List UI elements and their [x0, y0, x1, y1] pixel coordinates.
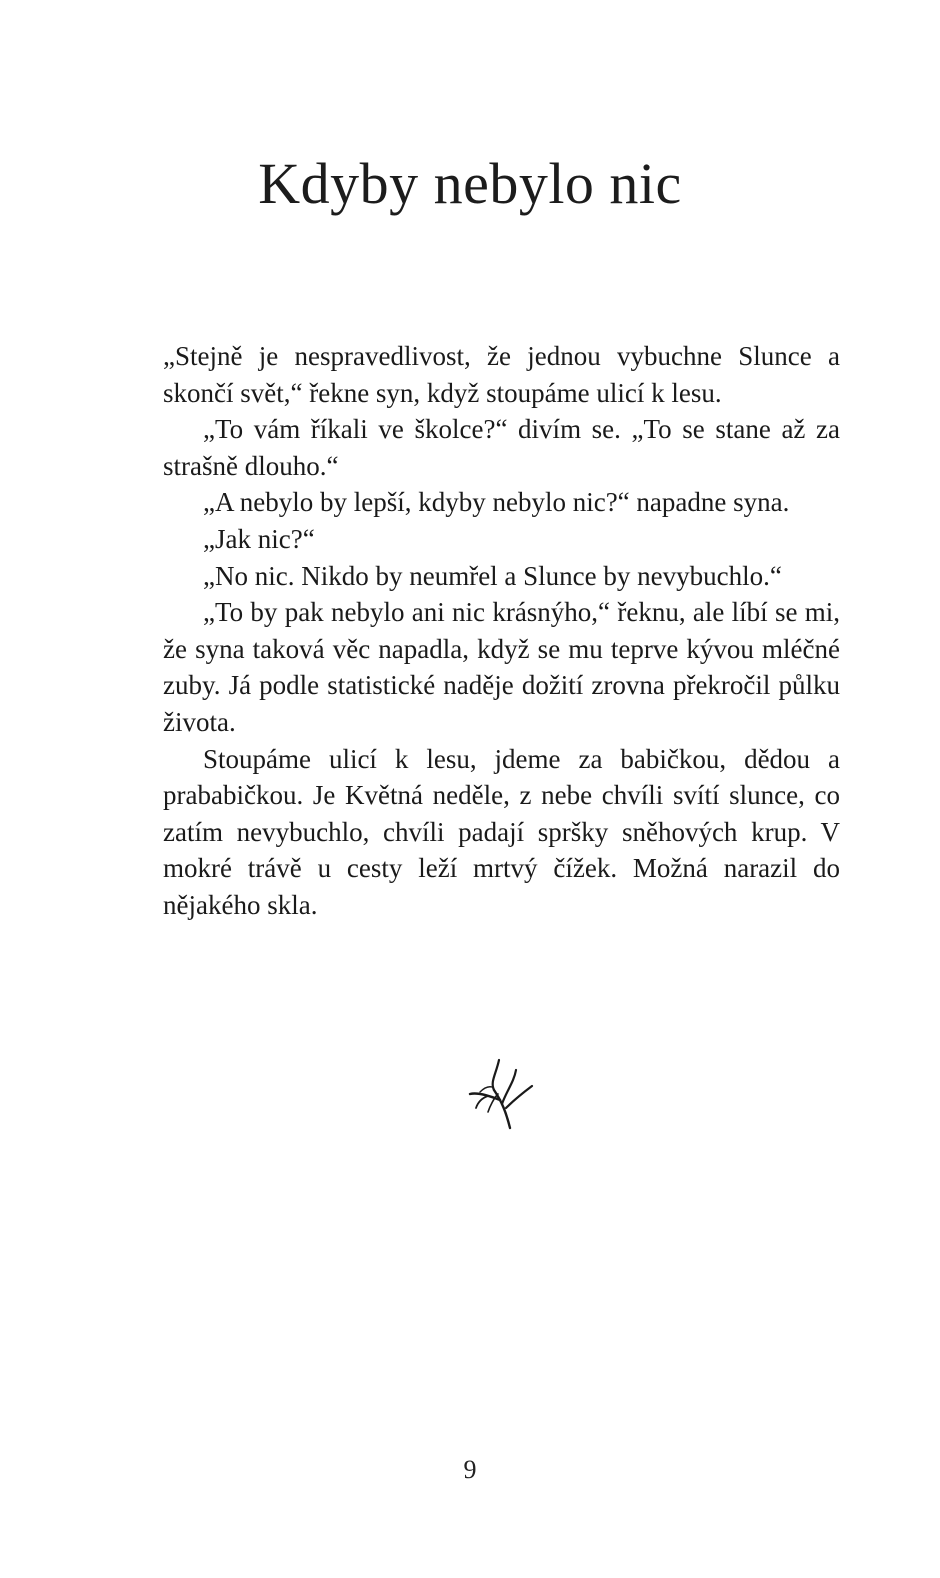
paragraph: „Jak nic?“ — [203, 523, 315, 554]
paragraph: „Stejně je nespravedlivost, že jednou vybuchne Slunce a skončí svět,“ řekne syn, když stoupáme ulicí k lesu. — [163, 341, 840, 408]
paragraph: „A nebylo by lepší, kdyby nebylo nic?“ napadne syna. — [203, 487, 790, 518]
page-number: 9 — [463, 1455, 477, 1484]
paragraph: „No nic. Nikdo by neumřel a Slunce by nevybuchlo.“ — [203, 560, 782, 591]
paragraph: „To vám říkali ve školce?“ divím se. „To se stane až za strašně dlouho.“ — [163, 414, 840, 481]
paragraph: „To by pak nebylo ani nic krásnýho,“ řeknu, ale líbí se mi, že syna taková věc napadla, když se mu teprve kývou mléčné zuby. Já podle statistické naděje dožití zrovna překročil půlku života. — [163, 597, 840, 737]
paragraph: Stoupáme ulicí k lesu, jdeme za babičkou, dědou a prababičkou. Je Květná neděle, z nebe chvíli svítí slunce, co zatím nevybuchlo, chvíli padají spršky sněhových krup. V mokré trávě u cesty leží mrtvý čížek. Možná narazil do nějakého skla. — [163, 743, 840, 920]
grass-sprig-ornament-icon — [466, 1052, 536, 1132]
chapter-title: Kdyby nebylo nic — [258, 151, 682, 216]
chapter-body — [163, 338, 840, 924]
